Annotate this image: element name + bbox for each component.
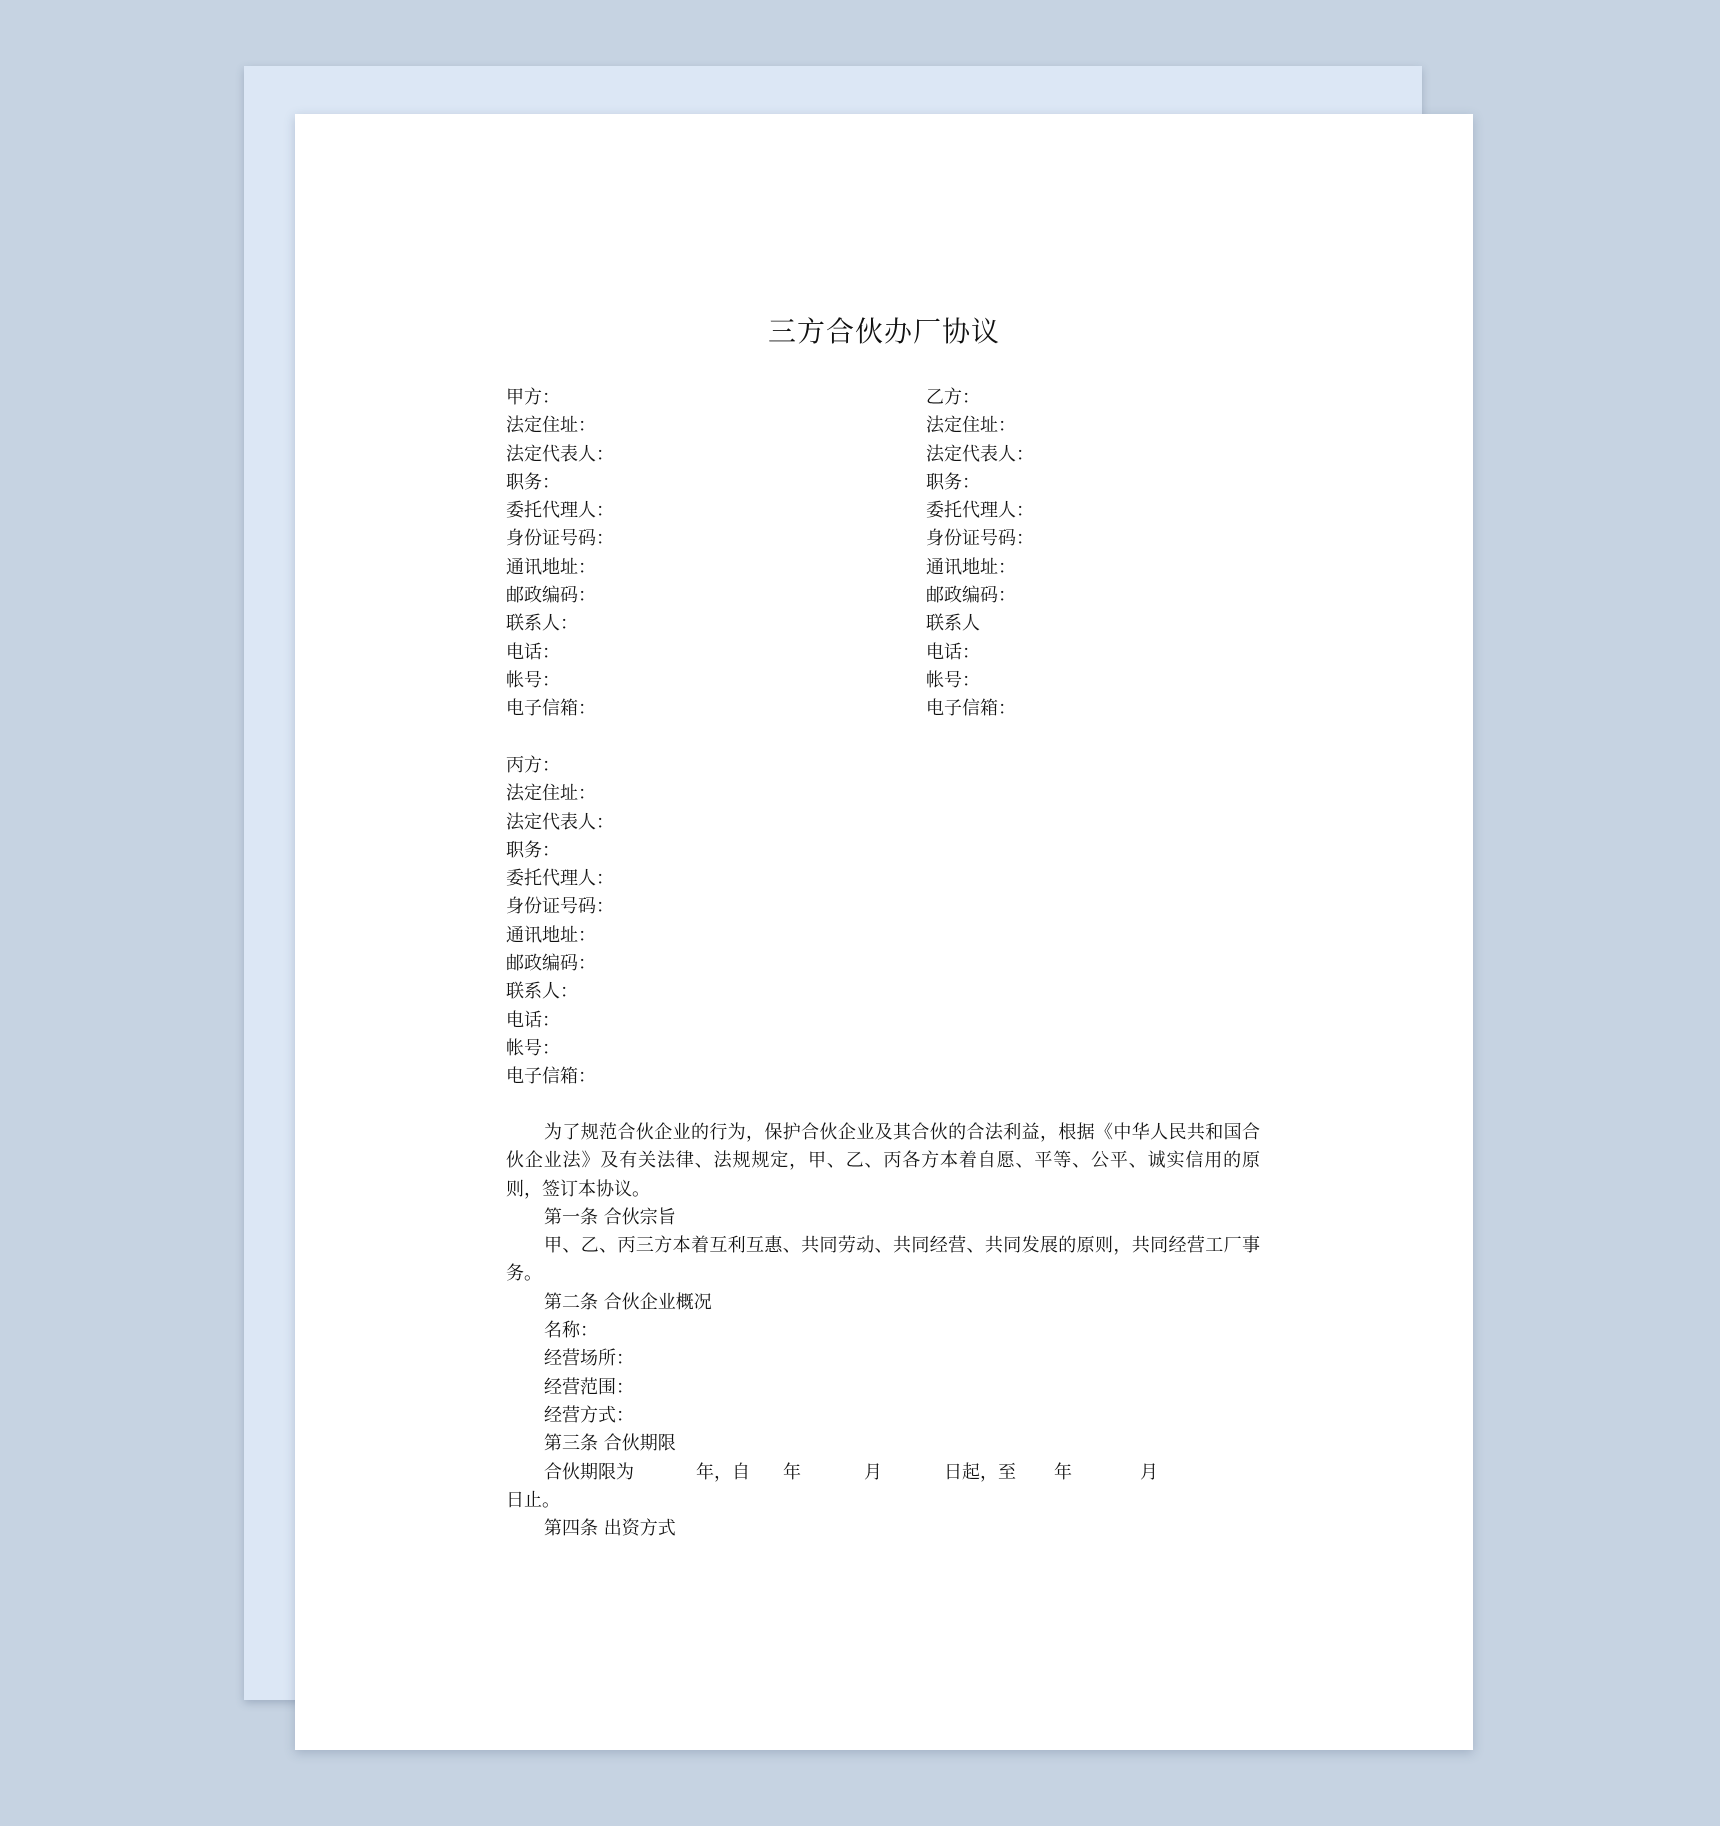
term-text: 合伙期限为 [544,1461,634,1483]
party-a-block [506,384,614,724]
preamble-paragraph: 为了规范合伙企业的行为，保护合伙企业及其合伙的合法利益，根据《中华人民共和国合伙企业法》及有关法律、法规规定，甲、乙、丙各方本着自愿、平等、公平、诚实信用的原则，签订本协议。 [506,1122,1260,1200]
term-text: 月 [864,1461,882,1483]
party-b-field: 通讯地址： [926,556,1016,578]
party-c-field: 联系人： [506,981,578,1003]
article-2-item: 经营方式： [544,1404,634,1426]
party-b-field: 联系人 [926,613,980,635]
article-4-heading: 第四条 出资方式 [544,1518,676,1540]
party-a-field: 职务： [506,471,560,493]
party-a-field: 甲方： [506,387,560,408]
party-b-block [926,384,1034,724]
term-text: 年 [783,1461,801,1483]
party-a-field: 法定代表人： [506,443,614,465]
party-a-field: 帐号： [506,669,560,691]
party-a-field: 联系人： [506,613,578,635]
article-1-text: 甲、乙、丙三方本着互利互惠、共同劳动、共同经营、共同发展的原则，共同经营工厂事务。 [506,1235,1260,1285]
party-c-field: 邮政编码： [506,953,596,975]
party-b-field: 法定代表人： [926,443,1034,465]
party-b-field: 邮政编码： [926,585,1016,607]
article-2-item: 经营范围： [544,1376,634,1398]
article-2-heading: 第二条 合伙企业概况 [544,1291,712,1313]
party-a-field: 电子信箱： [506,698,596,720]
party-a-field: 电话： [506,641,560,663]
party-b-field: 帐号： [926,669,980,691]
term-text: 年，自 [696,1461,750,1483]
article-3-heading: 第三条 合伙期限 [544,1433,676,1455]
article-2-item: 名称： [544,1320,598,1342]
party-b-field: 电子信箱： [926,698,1016,720]
term-text: 日起，至 [944,1461,1016,1483]
party-c-field: 身份证号码： [506,896,614,918]
agreement-body [506,1119,1260,1543]
party-b-field: 乙方： [926,387,980,408]
party-c-field: 丙方： [506,755,560,776]
party-c-field: 电子信箱： [506,1066,596,1088]
party-b-field: 法定住址： [926,415,1016,437]
party-a-field: 委托代理人： [506,500,614,522]
term-text: 年 [1054,1461,1072,1483]
article-3-term-end: 日止。 [506,1489,560,1511]
party-c-field: 通讯地址： [506,924,596,946]
term-text: 月 [1140,1461,1158,1483]
party-b-field: 身份证号码： [926,528,1034,550]
party-c-field: 电话： [506,1009,560,1031]
party-c-field: 职务： [506,839,560,861]
document-page [295,114,1473,1750]
party-b-field: 职务： [926,471,980,493]
party-b-field: 委托代理人： [926,500,1034,522]
party-c-field: 法定住址： [506,783,596,805]
document-title: 三方合伙办厂协议 [767,315,1000,348]
article-1-heading: 第一条 合伙宗旨 [544,1206,676,1228]
party-b-field: 电话： [926,641,980,663]
party-c-field: 委托代理人： [506,868,614,890]
party-c-block [506,752,614,1092]
article-3-term-line [506,1459,1260,1487]
party-a-field: 身份证号码： [506,528,614,550]
party-a-field: 邮政编码： [506,585,596,607]
article-2-item: 经营场所： [544,1348,634,1370]
party-a-field: 法定住址： [506,415,596,437]
party-c-field: 帐号： [506,1037,560,1059]
party-a-field: 通讯地址： [506,556,596,578]
party-c-field: 法定代表人： [506,811,614,833]
